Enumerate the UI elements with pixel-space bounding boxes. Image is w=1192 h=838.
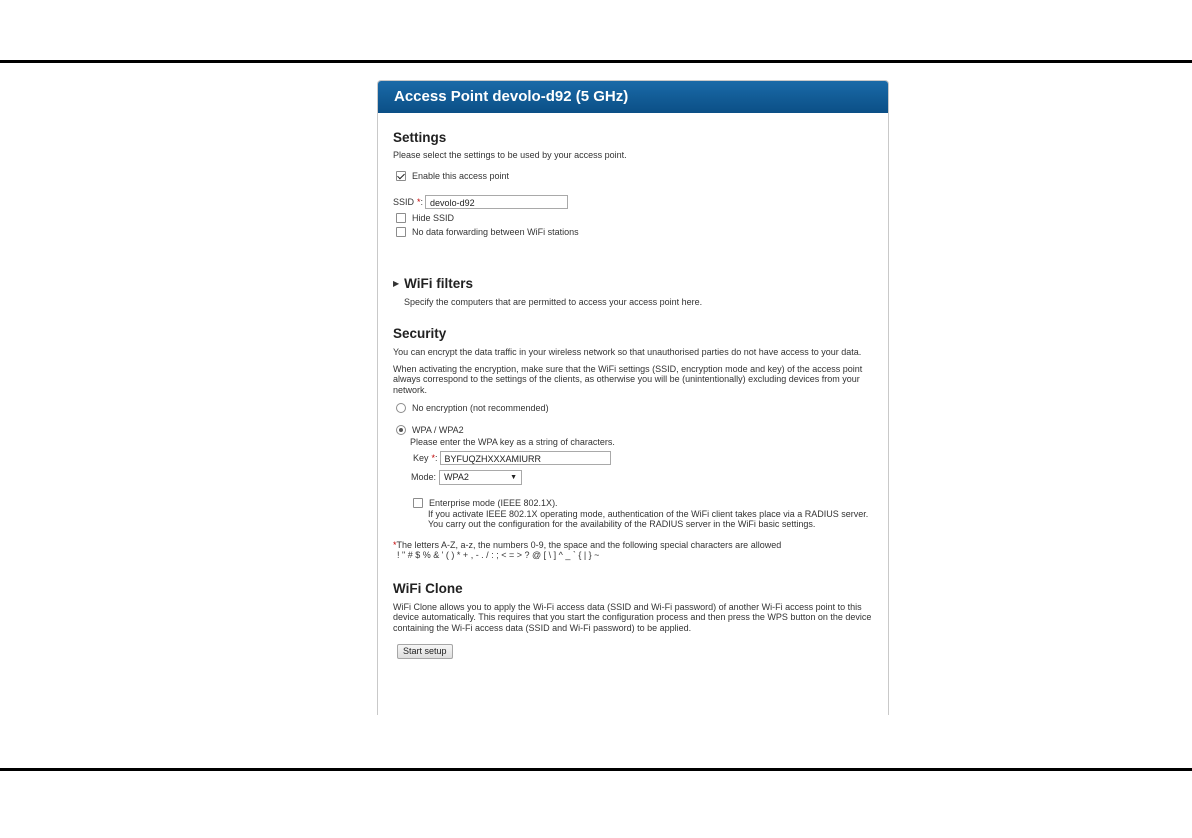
footnote-text: The letters A-Z, a-z, the numbers 0-9, the space and the following special characters are allowed <box>396 539 782 550</box>
no-encryption-label: No encryption (not recommended) <box>412 403 549 413</box>
caret-right-icon: ▶ <box>393 278 400 288</box>
enterprise-mode-row[interactable] <box>413 496 874 510</box>
no-forwarding-label: No data forwarding between WiFi stations <box>412 226 579 237</box>
ssid-colon: : <box>420 197 424 207</box>
wifi-filters-heading: WiFi filters <box>404 275 474 291</box>
bottom-divider <box>0 768 1192 771</box>
ssid-required-mark: * <box>417 197 421 207</box>
wifi-filters-toggle[interactable] <box>393 276 874 292</box>
enable-access-point-row[interactable] <box>396 169 874 183</box>
wifi-clone-heading: WiFi Clone <box>393 580 463 596</box>
ssid-label: SSID <box>393 197 415 207</box>
enterprise-mode-checkbox[interactable] <box>413 498 423 508</box>
security-warning: When activating the encryption, make sure that the WiFi settings (SSID, encryption mode and key) of the access point always correspond to the settings of the clients, as otherwise you will be (unintentionally) excluding devices from your network. <box>393 363 863 395</box>
wpa-radio[interactable] <box>396 425 406 435</box>
no-encryption-option[interactable] <box>396 401 874 415</box>
enterprise-mode-description: If you activate IEEE 802.1X operating mode, authentication of the WiFi client takes place via a RADIUS server. You carry out the configuration for the availability of the RADIUS server in the WiFi basic settings. <box>428 508 869 529</box>
key-row <box>413 450 874 467</box>
key-colon: : <box>435 453 438 463</box>
enable-access-point-checkbox[interactable] <box>396 171 406 181</box>
security-intro: You can encrypt the data traffic in your wireless network so that unauthorised parties do not have access to your data. <box>393 347 862 357</box>
wpa-key-input[interactable]: BYFUQZHXXXAMIURR <box>440 451 611 465</box>
ssid-row <box>393 194 874 211</box>
no-forwarding-checkbox[interactable] <box>396 227 406 237</box>
settings-heading: Settings <box>393 130 447 145</box>
wpa-option[interactable] <box>396 423 874 437</box>
settings-description: Please select the settings to be used by your access point. <box>393 150 627 160</box>
mode-label: Mode: <box>411 472 437 482</box>
dropdown-arrow-icon: ▼ <box>510 473 518 481</box>
no-encryption-radio[interactable] <box>396 403 406 413</box>
no-forwarding-row[interactable] <box>396 225 874 239</box>
security-heading: Security <box>393 326 447 341</box>
hide-ssid-row[interactable] <box>396 211 874 225</box>
hide-ssid-checkbox[interactable] <box>396 213 406 223</box>
mode-row <box>411 469 874 486</box>
mode-select-value: WPA2 <box>444 471 469 482</box>
enterprise-mode-label: Enterprise mode (IEEE 802.1X). <box>429 497 558 508</box>
wifi-clone-description: WiFi Clone allows you to apply the Wi-Fi access data (SSID and Wi-Fi password) of another Wi-Fi access point to this device automatically. This requires that you start the configuration process and then press the WPS button on the device containing the Wi-Fi access data (SSID and Wi-Fi password) to be applied. <box>393 601 872 633</box>
footnote-star: * <box>393 539 397 550</box>
mode-select[interactable] <box>439 470 522 485</box>
key-label: Key <box>413 453 429 463</box>
start-setup-button[interactable]: Start setup <box>397 644 453 659</box>
top-divider <box>0 60 1192 63</box>
panel-content <box>378 130 888 659</box>
special-characters-list: ! " # $ % & ' ( ) * + , - . / : ; < = > ? @ [ \ ] ^ _ ` { | } ~ <box>397 550 600 560</box>
ssid-input[interactable]: devolo-d92 <box>425 195 568 209</box>
enable-access-point-label: Enable this access point <box>412 170 510 181</box>
wpa-label: WPA / WPA2 <box>412 425 464 435</box>
wpa-hint: Please enter the WPA key as a string of characters. <box>410 437 615 447</box>
access-point-panel <box>377 80 889 715</box>
wifi-filters-description: Specify the computers that are permitted to access your access point here. <box>404 296 703 307</box>
hide-ssid-label: Hide SSID <box>412 212 455 223</box>
panel-title: Access Point devolo-d92 (5 GHz) <box>378 81 888 113</box>
allowed-characters-note <box>393 540 874 551</box>
key-required-mark: * <box>431 453 436 463</box>
